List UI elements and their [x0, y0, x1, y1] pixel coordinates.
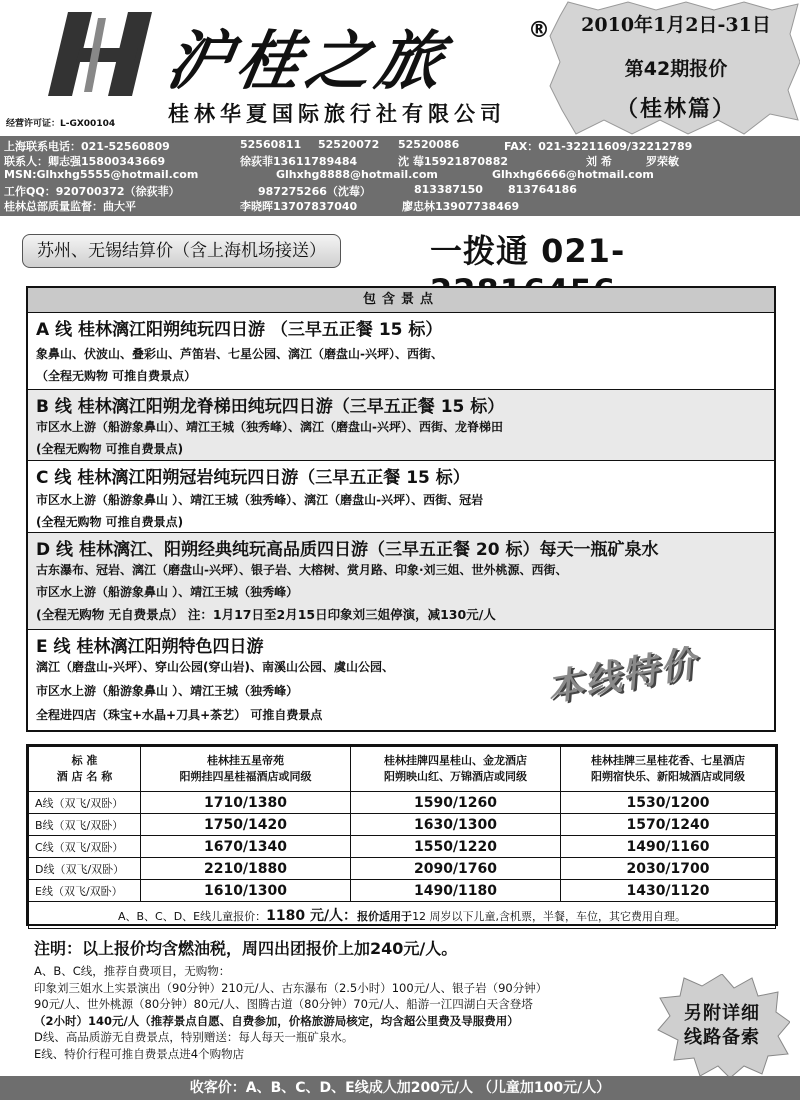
price-cell: 1710/1380: [141, 792, 351, 814]
more-info-badge: 另附详细 线路备索: [684, 1003, 760, 1048]
header-hotel-tier-3: 桂林挂牌三星桂花香、七星酒店 阳朔宿快乐、新阳城酒店或同级: [561, 747, 776, 792]
brand-name: 沪桂之旅: [160, 24, 454, 99]
price-cell: 1490/1180: [351, 880, 561, 902]
price-cell: 1750/1420: [141, 814, 351, 836]
contact-person: 沈 莓15921870882: [398, 155, 509, 168]
contact-phone: 52560811: [240, 138, 302, 151]
route-title: D 线 桂林漓江、阳朔经典纯玩高品质四日游（三早五正餐 20 标）每天一瓶矿泉水: [36, 540, 659, 560]
route-spots: 漓江（磨盘山-兴坪）、穿山公园(穿山岩)、南溪山公园、虞山公园、: [36, 660, 394, 674]
price-cell: 1590/1260: [351, 792, 561, 814]
price-cell: 1550/1220: [351, 836, 561, 858]
footer-collection-price: 收客价：A、B、C、D、E线成人加200元/人 （儿童加100元/人）: [0, 1076, 800, 1100]
child-price-terms: 12 周岁以下儿童,含机票，半餐，车位，其它费用自理。: [412, 910, 687, 923]
route-note: （全程无购物 可推自费景点）: [36, 369, 197, 383]
row-label: D线（双飞/双卧）: [29, 858, 141, 880]
note-line: 印象刘三姐水上实景演出（90分钟）210元/人、古东瀑布（2.5小时）100元/人、银子岩（90分钟）: [34, 980, 548, 995]
notes-section: [34, 936, 654, 1062]
child-price-row: [29, 902, 776, 929]
price-cell: 1490/1160: [561, 836, 776, 858]
special-price-stamp: 本线特价: [544, 643, 701, 710]
registered-mark: ®: [528, 18, 550, 43]
route-spots: 市区水上游（船游象鼻山 ）、靖江王城（独秀峰）、漓江（磨盘山-兴坪）、西街、冠岩: [36, 493, 484, 507]
route-note: (全程无购物 可推自费景点): [36, 442, 184, 456]
route-spots: 古东瀑布、冠岩、漓江（磨盘山-兴坪）、银子岩、大榕树、赏月路、印象·刘三姐、世外桃源、西街、: [36, 563, 568, 577]
row-label: B线（双飞/双卧）: [29, 814, 141, 836]
route-d: [28, 533, 774, 630]
quality-supervisor: 桂林总部质量监督：曲大平: [4, 200, 136, 213]
contact-qq: 工作QQ：920700372（徐荻菲）: [4, 185, 180, 198]
contact-person: 联系人：卿志强15800343669: [4, 155, 166, 168]
table-row: [29, 836, 776, 858]
price-cell: 1610/1300: [141, 880, 351, 902]
header-hotel-tier-1: 桂林挂五星帝苑 阳朔挂四星桂福酒店或同级: [141, 747, 351, 792]
child-price-note: [29, 902, 776, 929]
route-note: (全程无购物 无自费景点） 注：1月17日至2月15日印象刘三姐停演，减130元/人: [36, 607, 496, 622]
company-name: 桂林华夏国际旅行社有限公司: [168, 102, 506, 126]
child-price-apply: 报价适用于: [357, 910, 413, 923]
route-c: [28, 461, 774, 533]
header-hotel-tier-2: 桂林挂牌四星桂山、金龙酒店 阳朔映山红、万锦酒店或同级: [351, 747, 561, 792]
route-note: (全程无购物 可推自费景点): [36, 515, 184, 529]
note-line: E线、特价行程可推自费景点进4个购物店: [34, 1046, 245, 1061]
note-line: （2小时）140元/人（推荐景点自愿、自费参加，价格旅游局核定，均含超公里费及导服费用）: [34, 1013, 519, 1028]
route-spots: 象鼻山、伏波山、叠彩山、芦笛岩、七星公园、漓江（磨盘山-兴坪）、西街、: [36, 347, 443, 361]
route-b: [28, 390, 774, 461]
price-table: [26, 744, 778, 926]
price-cell: 1430/1120: [561, 880, 776, 902]
note-line: D线、高品质游无自费景点，特别赠送：每人每天一瓶矿泉水。: [34, 1030, 354, 1044]
contact-band: [0, 136, 800, 216]
price-cell: 1570/1240: [561, 814, 776, 836]
price-cell: 2030/1700: [561, 858, 776, 880]
price-cell: 1530/1200: [561, 792, 776, 814]
route-title: C 线 桂林漓江阳朔冠岩纯玩四日游（三早五正餐 15 标）: [36, 468, 470, 488]
route-spots: 市区水上游（船游象鼻山 ）、靖江王城（独秀峰）: [36, 585, 299, 599]
table-row: [29, 792, 776, 814]
contact-qq: 987275266（沈莓）: [258, 185, 371, 198]
table-header-row: [29, 747, 776, 792]
contact-person: 徐荻菲13611789484: [240, 155, 358, 168]
company-logo-h-icon: [46, 8, 166, 100]
contact-person: 罗荣敏: [646, 155, 679, 168]
contact-fax: FAX：021-32211609/32212789: [504, 140, 693, 153]
quality-supervisor: 李晓晖13707837040: [240, 200, 358, 213]
table-row: [29, 858, 776, 880]
price-cell: 1670/1340: [141, 836, 351, 858]
price-cell: 2090/1760: [351, 858, 561, 880]
table-row: [29, 880, 776, 902]
contact-person: 刘 希: [586, 155, 612, 168]
quality-supervisor: 廖忠林13907738469: [402, 200, 520, 213]
license-number: 经营许可证：L-GX00104: [6, 119, 116, 129]
contact-qq: 813387150: [414, 183, 483, 196]
hotline-number: 一拨通 021-: [430, 232, 626, 270]
price-cell: 2210/1880: [141, 858, 351, 880]
child-price-value: 1180 元/人：: [266, 908, 358, 924]
routes-header: 包含景点: [28, 288, 774, 313]
contact-msn: Glhxhg6666@hotmail.com: [492, 168, 654, 181]
contact-phone: 52520086: [398, 138, 460, 151]
contact-qq: 813764186: [508, 183, 577, 196]
issue-number: 第42期报价: [624, 58, 728, 80]
route-note: 全程进四店（珠宝+水晶+刀具+茶艺） 可推自费景点: [36, 708, 323, 722]
contact-msn: Glhxhg8888@hotmail.com: [276, 168, 438, 181]
contact-phone: 上海联系电话：021-52560809: [4, 140, 170, 153]
contact-msn: MSN:Glhxhg5555@hotmail.com: [4, 168, 199, 181]
note-line: A、B、C线，推荐自费项目，无购物：: [34, 964, 231, 978]
route-spots: 市区水上游（船游象鼻山）、靖江王城（独秀峰）、漓江（磨盘山-兴坪）、西街、龙脊梯田: [36, 420, 503, 434]
route-title: E 线 桂林漓江阳朔特色四日游: [36, 637, 264, 657]
row-label: A线（双飞/双卧）: [29, 792, 141, 814]
header: [0, 0, 800, 138]
route-title: A 线 桂林漓江阳朔纯玩四日游 （三早五正餐 15 标）: [36, 320, 443, 340]
notes-title: 注明：以上报价均含燃油税，周四出团报价上加240元/人。: [34, 939, 458, 958]
header-standard: 标 准 酒 店 名 称: [29, 747, 141, 792]
note-line: 90元/人、世外桃源（80分钟）80元/人、图腾古道（80分钟）70元/人、船游一江四湖白天含登塔: [34, 997, 533, 1011]
table-row: [29, 814, 776, 836]
edition-label: （桂林篇）: [615, 97, 736, 122]
row-label: E线（双飞/双卧）: [29, 880, 141, 902]
row-label: C线（双飞/双卧）: [29, 836, 141, 858]
settlement-label: 苏州、无锡结算价（含上海机场接送）: [22, 234, 341, 268]
route-a: [28, 313, 774, 390]
route-title: B 线 桂林漓江阳朔龙脊梯田纯玩四日游（三早五正餐 15 标）: [36, 397, 505, 417]
contact-phone: 52520072: [318, 138, 380, 151]
price-cell: 1630/1300: [351, 814, 561, 836]
child-price-prefix: A、B、C、D、E线儿童报价：: [117, 910, 267, 923]
validity-date: 2010年1月2日-31日: [581, 14, 771, 36]
route-spots: 市区水上游（船游象鼻山 ）、靖江王城（独秀峰）: [36, 684, 299, 698]
